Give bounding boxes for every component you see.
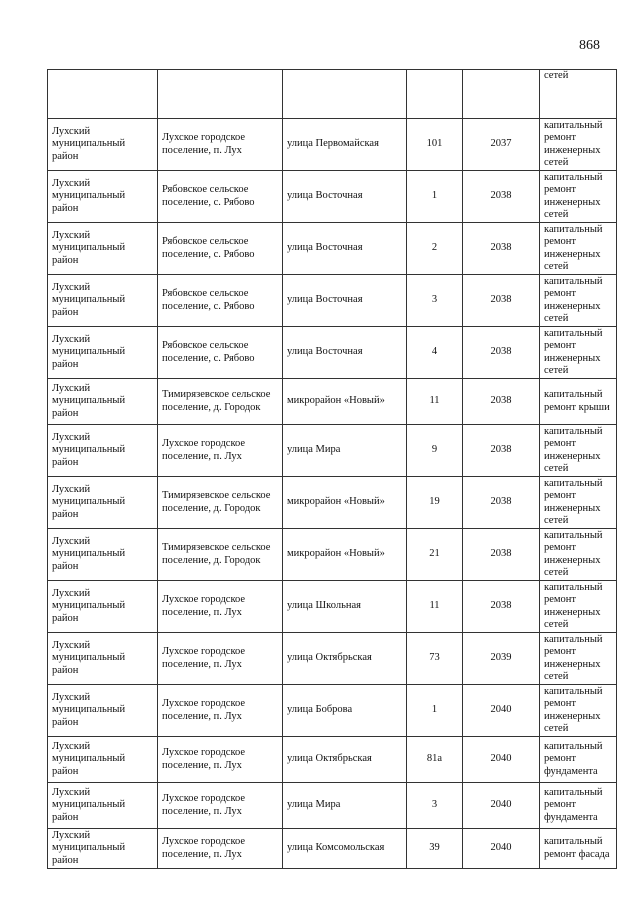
table-row xyxy=(48,425,617,477)
cell-work: капитальный ремонт крыши xyxy=(540,379,617,425)
cell-house: 1 xyxy=(407,171,463,223)
page-number: 868 xyxy=(579,38,600,53)
cell-house: 81а xyxy=(407,737,463,783)
cell-settlement: Лухское городское поселение, п. Лух xyxy=(158,737,283,783)
cell-work: капитальный ремонт инженерных сетей xyxy=(540,327,617,379)
cell-settlement: Тимирязевское сельское поселение, д. Городок xyxy=(158,529,283,581)
cell-street: микрорайон «Новый» xyxy=(283,477,407,529)
cell-year: 2038 xyxy=(463,327,540,379)
cell-settlement xyxy=(158,70,283,119)
cell-year: 2040 xyxy=(463,685,540,737)
cell-district: Лухский муниципальный район xyxy=(48,275,158,327)
cell-street: микрорайон «Новый» xyxy=(283,529,407,581)
cell-year: 2040 xyxy=(463,783,540,829)
cell-settlement: Лухское городское поселение, п. Лух xyxy=(158,783,283,829)
cell-street: улица Боброва xyxy=(283,685,407,737)
cell-work: капитальный ремонт фундамента xyxy=(540,737,617,783)
repair-schedule-table xyxy=(47,69,617,869)
cell-district: Лухский муниципальный район xyxy=(48,171,158,223)
table-row xyxy=(48,581,617,633)
cell-house: 9 xyxy=(407,425,463,477)
cell-work: капитальный ремонт инженерных сетей xyxy=(540,275,617,327)
cell-street: улица Первомайская xyxy=(283,119,407,171)
cell-street: улица Школьная xyxy=(283,581,407,633)
cell-house: 11 xyxy=(407,379,463,425)
cell-house: 2 xyxy=(407,223,463,275)
cell-house: 11 xyxy=(407,581,463,633)
table-row xyxy=(48,685,617,737)
cell-district: Лухский муниципальный район xyxy=(48,119,158,171)
cell-street: улица Мира xyxy=(283,783,407,829)
table-row xyxy=(48,171,617,223)
cell-settlement: Рябовское сельское поселение, с. Рябово xyxy=(158,327,283,379)
cell-settlement: Лухское городское поселение, п. Лух xyxy=(158,581,283,633)
cell-year: 2038 xyxy=(463,223,540,275)
cell-work: капитальный ремонт фасада xyxy=(540,829,617,869)
cell-work: капитальный ремонт инженерных сетей xyxy=(540,529,617,581)
table-row xyxy=(48,633,617,685)
cell-settlement: Лухское городское поселение, п. Лух xyxy=(158,425,283,477)
cell-year: 2038 xyxy=(463,581,540,633)
cell-street: улица Комсомольская xyxy=(283,829,407,869)
cell-year xyxy=(463,70,540,119)
cell-work: капитальный ремонт фундамента xyxy=(540,783,617,829)
table-row xyxy=(48,829,617,869)
cell-year: 2038 xyxy=(463,529,540,581)
cell-street: улица Восточная xyxy=(283,223,407,275)
cell-house: 4 xyxy=(407,327,463,379)
cell-work: капитальный ремонт инженерных сетей xyxy=(540,477,617,529)
cell-settlement: Лухское городское поселение, п. Лух xyxy=(158,685,283,737)
cell-district: Лухский муниципальный район xyxy=(48,829,158,869)
table-row xyxy=(48,783,617,829)
table-row xyxy=(48,327,617,379)
cell-street: улица Восточная xyxy=(283,171,407,223)
cell-house: 1 xyxy=(407,685,463,737)
cell-settlement: Лухское городское поселение, п. Лух xyxy=(158,119,283,171)
table-row xyxy=(48,275,617,327)
cell-district: Лухский муниципальный район xyxy=(48,379,158,425)
cell-street: улица Мира xyxy=(283,425,407,477)
cell-work: капитальный ремонт инженерных сетей xyxy=(540,171,617,223)
table-row xyxy=(48,119,617,171)
cell-work: капитальный ремонт инженерных сетей xyxy=(540,223,617,275)
cell-house: 39 xyxy=(407,829,463,869)
cell-street: микрорайон «Новый» xyxy=(283,379,407,425)
cell-house: 3 xyxy=(407,275,463,327)
cell-house: 21 xyxy=(407,529,463,581)
cell-year: 2038 xyxy=(463,477,540,529)
cell-house: 19 xyxy=(407,477,463,529)
cell-street: улица Октябрьская xyxy=(283,737,407,783)
cell-district: Лухский муниципальный район xyxy=(48,425,158,477)
cell-year: 2037 xyxy=(463,119,540,171)
cell-district xyxy=(48,70,158,119)
cell-settlement: Тимирязевское сельское поселение, д. Городок xyxy=(158,379,283,425)
cell-year: 2040 xyxy=(463,829,540,869)
cell-district: Лухский муниципальный район xyxy=(48,223,158,275)
cell-year: 2038 xyxy=(463,171,540,223)
table-row xyxy=(48,737,617,783)
cell-year: 2038 xyxy=(463,379,540,425)
table-row xyxy=(48,529,617,581)
cell-work: капитальный ремонт инженерных сетей xyxy=(540,685,617,737)
cell-street: улица Восточная xyxy=(283,327,407,379)
cell-settlement: Рябовское сельское поселение, с. Рябово xyxy=(158,275,283,327)
table-row xyxy=(48,223,617,275)
cell-year: 2038 xyxy=(463,275,540,327)
cell-house: 3 xyxy=(407,783,463,829)
cell-house xyxy=(407,70,463,119)
cell-street: улица Октябрьская xyxy=(283,633,407,685)
table-row xyxy=(48,379,617,425)
cell-district: Лухский муниципальный район xyxy=(48,327,158,379)
cell-settlement: Лухское городское поселение, п. Лух xyxy=(158,829,283,869)
cell-work: капитальный ремонт инженерных сетей xyxy=(540,425,617,477)
cell-year: 2039 xyxy=(463,633,540,685)
cell-street xyxy=(283,70,407,119)
cell-house: 73 xyxy=(407,633,463,685)
table-row-continuation xyxy=(48,70,617,119)
cell-work: капитальный ремонт инженерных сетей xyxy=(540,581,617,633)
cell-street: улица Восточная xyxy=(283,275,407,327)
cell-year: 2038 xyxy=(463,425,540,477)
cell-work: капитальный ремонт инженерных сетей xyxy=(540,633,617,685)
cell-work: капитальный ремонт инженерных сетей xyxy=(540,119,617,171)
cell-district: Лухский муниципальный район xyxy=(48,633,158,685)
cell-work: сетей xyxy=(540,70,617,119)
cell-settlement: Рябовское сельское поселение, с. Рябово xyxy=(158,223,283,275)
cell-district: Лухский муниципальный район xyxy=(48,581,158,633)
cell-settlement: Рябовское сельское поселение, с. Рябово xyxy=(158,171,283,223)
cell-district: Лухский муниципальный район xyxy=(48,529,158,581)
cell-district: Лухский муниципальный район xyxy=(48,783,158,829)
cell-settlement: Тимирязевское сельское поселение, д. Городок xyxy=(158,477,283,529)
cell-house: 101 xyxy=(407,119,463,171)
cell-year: 2040 xyxy=(463,737,540,783)
cell-settlement: Лухское городское поселение, п. Лух xyxy=(158,633,283,685)
cell-district: Лухский муниципальный район xyxy=(48,477,158,529)
cell-district: Лухский муниципальный район xyxy=(48,685,158,737)
cell-district: Лухский муниципальный район xyxy=(48,737,158,783)
table-row xyxy=(48,477,617,529)
